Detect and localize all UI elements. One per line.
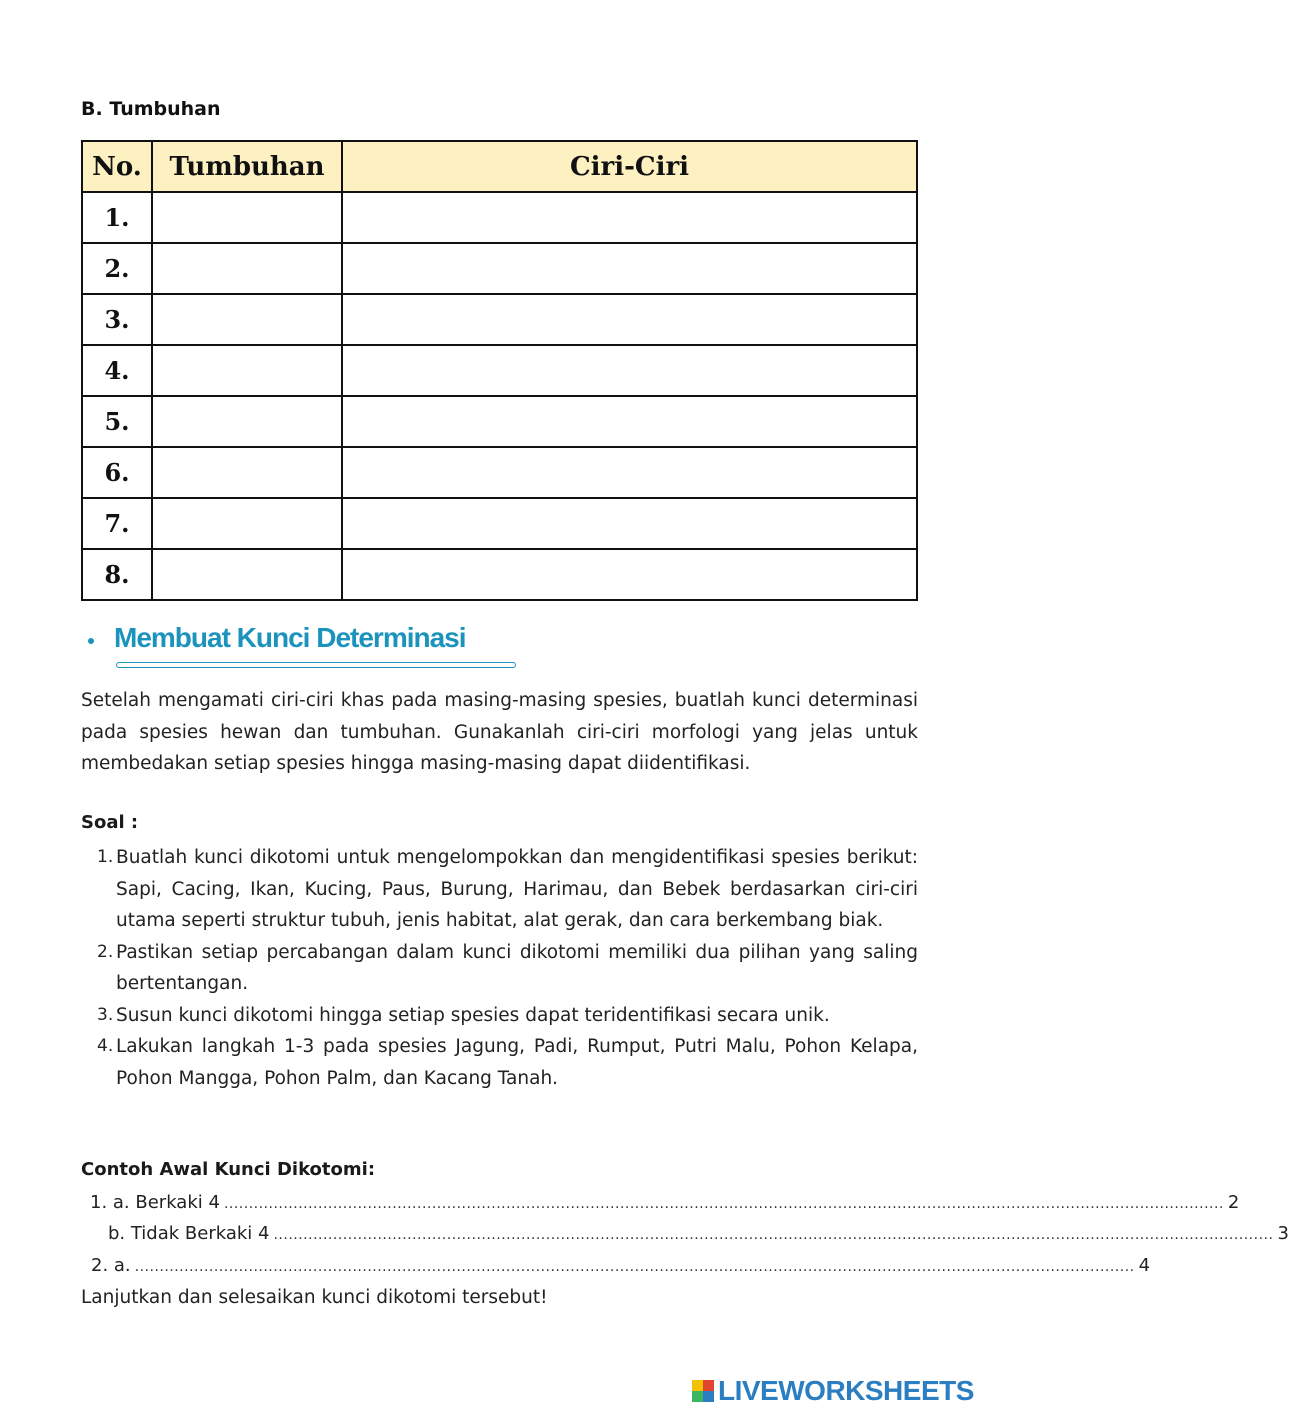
list-item-text: Pastikan setiap percabangan dalam kunci dikotomi memiliki dua pilihan yang saling bertentangan. <box>116 941 918 994</box>
row-number: 1. <box>82 192 152 243</box>
row-number: 4. <box>82 345 152 396</box>
key-line-label: 2. a. <box>91 1255 131 1276</box>
table-row <box>82 192 917 243</box>
task-list <box>81 842 918 1094</box>
list-item <box>81 842 918 937</box>
plant-cell[interactable] <box>152 243 342 294</box>
table-row <box>82 447 917 498</box>
row-number: 5. <box>82 396 152 447</box>
intro-paragraph: Setelah mengamati ciri-ciri khas pada masing-masing spesies, buatlah kunci determinasi pada spesies hewan dan tumbuhan. Gunakanlah ciri-ciri morfologi yang jelas untuk membedakan setiap spesies hingga masing-masing dapat diidentifikasi. <box>81 690 918 774</box>
plant-cell[interactable] <box>152 396 342 447</box>
brand-logo <box>692 1375 974 1407</box>
table-row <box>82 498 917 549</box>
logo-square-red <box>703 1380 714 1391</box>
list-item <box>81 1031 918 1094</box>
characteristics-cell[interactable] <box>342 294 917 345</box>
liveworksheets-icon <box>692 1380 714 1402</box>
plant-cell[interactable] <box>152 549 342 600</box>
key-line <box>91 1255 1151 1276</box>
plant-cell[interactable] <box>152 294 342 345</box>
list-item-text: Lakukan langkah 1-3 pada spesies Jagung, Padi, Rumput, Putri Malu, Pohon Kelapa, Pohon Mangga, Pohon Palm, dan Kacang Tanah. <box>116 1036 918 1089</box>
characteristics-cell[interactable] <box>342 549 917 600</box>
key-line-target: 2 <box>1227 1192 1240 1213</box>
list-item-number: 2. <box>97 941 114 962</box>
heading-text: Membuat Kunci Determinasi <box>114 622 466 653</box>
characteristics-cell[interactable] <box>342 498 917 549</box>
plant-observation-table <box>81 140 918 601</box>
table-row <box>82 549 917 600</box>
table-row <box>82 294 917 345</box>
list-item-text: Buatlah kunci dikotomi untuk mengelompokkan dan mengidentifikasi spesies berikut: Sapi, Cacing, Ikan, Kucing, Paus, Burung, Harimau, dan Bebek berdasarkan ciri-ciri utama seperti struktur tubuh, jenis habitat, alat gerak, dan cara berkembang biak. <box>116 847 918 931</box>
plant-cell[interactable] <box>152 447 342 498</box>
example-title: Contoh Awal Kunci Dikotomi: <box>81 1159 376 1180</box>
row-number: 8. <box>82 549 152 600</box>
leader-dots: .......................................................................................................................................................................................................... <box>134 1259 1135 1275</box>
logo-square-green <box>692 1391 703 1402</box>
table-header-row <box>82 141 917 192</box>
characteristics-cell[interactable] <box>342 192 917 243</box>
plant-cell[interactable] <box>152 345 342 396</box>
table-row <box>82 396 917 447</box>
leader-dots: .......................................................................................................................................................................................................... <box>223 1196 1224 1212</box>
bullet-icon <box>88 638 94 644</box>
row-number: 3. <box>82 294 152 345</box>
logo-square-blue <box>703 1391 714 1402</box>
characteristics-cell[interactable] <box>342 345 917 396</box>
soal-label: Soal : <box>81 812 139 833</box>
characteristics-cell[interactable] <box>342 396 917 447</box>
key-line-label: 1. a. Berkaki 4 <box>90 1192 220 1213</box>
section-title: B. Tumbuhan <box>81 98 221 120</box>
row-number: 2. <box>82 243 152 294</box>
closing-instruction: Lanjutkan dan selesaikan kunci dikotomi tersebut! <box>81 1287 548 1308</box>
leader-dots: .......................................................................................................................................................................................................... <box>273 1227 1274 1243</box>
list-item-number: 3. <box>97 1004 114 1025</box>
header-characteristics: Ciri-Ciri <box>342 141 917 192</box>
heading-underline <box>116 662 516 668</box>
key-line <box>90 1192 1240 1213</box>
brand-name: LIVEWORKSHEETS <box>718 1375 974 1406</box>
plant-cell[interactable] <box>152 192 342 243</box>
characteristics-cell[interactable] <box>342 447 917 498</box>
row-number: 7. <box>82 498 152 549</box>
list-item-text: Susun kunci dikotomi hingga setiap spesies dapat teridentifikasi secara unik. <box>116 1004 830 1026</box>
plant-cell[interactable] <box>152 498 342 549</box>
list-item <box>81 1000 918 1032</box>
key-line-target: 4 <box>1138 1255 1151 1276</box>
list-item <box>81 937 918 1000</box>
list-item-number: 4. <box>97 1036 114 1056</box>
key-line-target: 3 <box>1277 1223 1289 1244</box>
logo-square-yellow <box>692 1380 703 1391</box>
header-no: No. <box>82 141 152 192</box>
row-number: 6. <box>82 447 152 498</box>
key-line <box>108 1223 1289 1244</box>
key-line-label: b. Tidak Berkaki 4 <box>108 1223 270 1244</box>
characteristics-cell[interactable] <box>342 243 917 294</box>
list-item-number: 1. <box>97 847 114 867</box>
table-row <box>82 243 917 294</box>
table-row <box>82 345 917 396</box>
header-plant: Tumbuhan <box>152 141 342 192</box>
